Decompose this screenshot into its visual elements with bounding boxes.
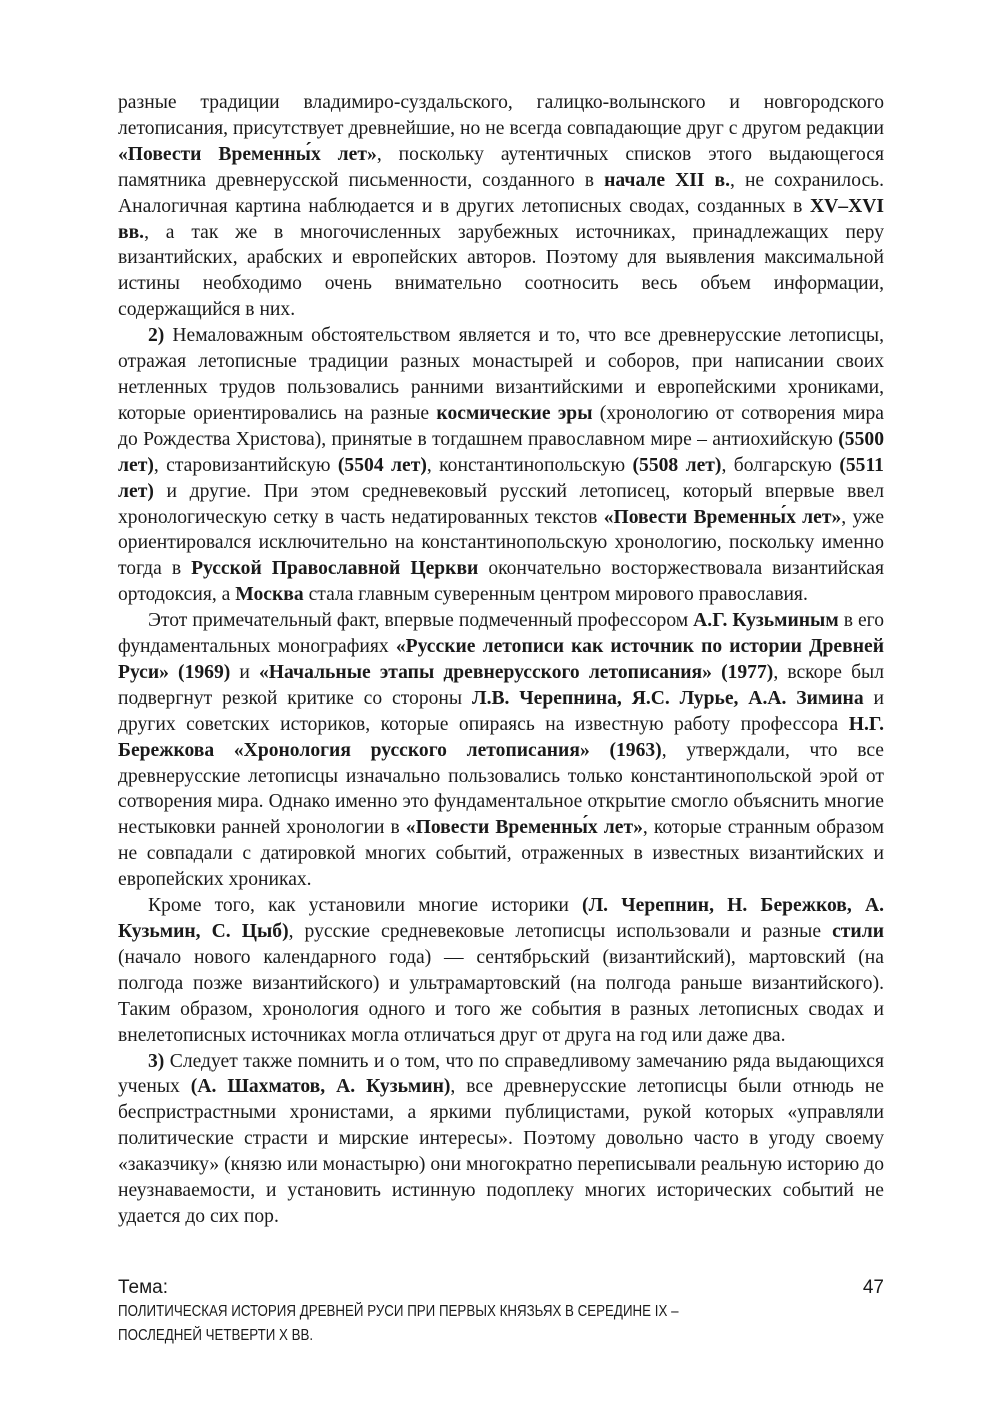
footer-topic-line-2: ПОСЛЕДНЕЙ ЧЕТВЕРТИ X ВВ.: [118, 1327, 314, 1344]
text-run: , не сохранилось. Аналогичная картина наблюдается и в других летописных сводах, созданных в: [118, 169, 885, 217]
footer-topic-label: Тема:: [118, 1277, 169, 1298]
text-run: и других советских историков, которые опираясь на известную работу профессора: [118, 687, 884, 735]
bold-text-run: 2): [148, 325, 165, 347]
text-run: (хронологию от сотворения мира до Рождества Христова), принятые в тогдашнем православном мире – антиохийскую: [118, 402, 885, 450]
bold-text-run: Москва: [235, 584, 304, 606]
bold-text-run: Л.В. Черепнина, Я.С. Лурье, А.А. Зимина: [471, 687, 864, 709]
bold-text-run: начале XII в.: [604, 169, 731, 191]
bold-text-run: (5504 лет): [337, 454, 427, 476]
page-body: [118, 90, 884, 1230]
bold-text-run: «Начальные этапы древнерусского летописания» (1977): [259, 661, 774, 683]
text-run: и другие. При этом средневековый русский летописец, который впервые ввел хронологическую сетку в часть недатированных текстов: [118, 480, 884, 528]
bold-text-run: (Л. Черепнин, Н. Бережков, А. Кузьмин, С. Цыб): [118, 895, 884, 942]
text-run: разные традиции владимиро-суздальского, галицко-волынского и новгородского летописания, присутствует древнейшие, но не всегда совпадающие друг с другом редакции: [118, 92, 884, 139]
page-footer: [118, 1276, 884, 1348]
text-run: Кроме того, как установили многие историки: [148, 895, 583, 917]
bold-text-run: «Повести Временны́х лет»: [603, 506, 842, 528]
footer-topic-line-1: ПОЛИТИЧЕСКАЯ ИСТОРИЯ ДРЕВНЕЙ РУСИ ПРИ ПЕРВЫХ КНЯЗЬЯХ В СЕРЕДИНЕ IX –: [118, 1303, 679, 1320]
paragraph-2: [118, 323, 884, 608]
bold-text-run: 3): [148, 1050, 165, 1072]
text-run: , константинопольскую: [426, 454, 633, 476]
text-run: , уже ориентировался исключительно на константинопольскую хронологию, поскольку именно тогда в: [118, 506, 885, 580]
bold-text-run: (А. Шахматов, А. Кузьмин): [190, 1076, 451, 1098]
text-run: , которые странным образом не совпадали с датировкой многих событий, отраженных в известных византийских и европейских хрониках.: [118, 817, 884, 891]
paragraph-3: [118, 608, 884, 893]
bold-text-run: (5500 лет): [118, 428, 884, 476]
text-run: Этот примечательный факт, впервые подмеченный профессором: [148, 610, 694, 632]
bold-text-run: Н.Г. Бережкова «Хронология русского летописания» (1963): [118, 713, 884, 761]
text-run: , русские средневековые летописцы использовали и разные: [288, 921, 833, 942]
bold-text-run: стили: [832, 921, 884, 942]
bold-text-run: (5511 лет): [118, 454, 884, 502]
text-run: стала главным суверенным центром мирового православия.: [303, 584, 808, 606]
text-run: , все древнерусские летописцы были отнюдь не беспристрастными хронистами, а яркими публицистами, рукой которых «управляли политические страсти и мирские интересы». Поэтому довольно часто в угоду своему «заказчику» (князю или монастырю) они многократно переписывали реальную историю до неузнаваемости, и установить истинную подоплеку многих исторических событий не удается до сих пор.: [118, 1076, 884, 1227]
paragraph-5: [118, 1049, 884, 1230]
text-run: окончательно восторжествовала византийская ортодоксия, а: [118, 558, 884, 606]
text-run: Следует также помнить и о том, что по справедливому замечанию ряда выдающихся ученых: [118, 1050, 884, 1098]
bold-text-run: (5508 лет): [632, 454, 722, 476]
text-run: , старовизантийскую: [153, 454, 338, 476]
text-run: , болгарскую: [721, 454, 840, 476]
text-run: , а так же в многочисленных зарубежных источниках, принадлежащих перу византийских, арабских и европейских авторов. Поэтому для выявления максимальной истины необходимо очень внимательно соотносить весь объем информации, содержащийся в них.: [118, 221, 884, 321]
text-run: в его фундаментальных монографиях: [118, 610, 885, 658]
bold-text-run: космические эры: [436, 402, 593, 424]
bold-text-run: Русской Православной Церкви: [191, 558, 479, 580]
bold-text-run: А.Г. Кузьминым: [693, 610, 839, 632]
document-text: [118, 90, 884, 1230]
page-number: 47: [862, 1277, 884, 1298]
text-run: Немаловажным обстоятельством является и то, что все древнерусские летописцы, отражая летописные традиции разных монастырей и соборов, при написании своих нетленных трудов пользовались ранними византийскими и европейскими хрониками, которые ориентировались на разные: [118, 325, 884, 424]
text-run: , утверждали, что все древнерусские летописцы изначально пользовались только константинопольской эрой от сотворения мира. Однако именно это фундаментальное открытие смогло объяснить многие нестыковки ранней хронологии в: [118, 739, 884, 839]
bold-text-run: «Повести Временны́х лет»: [405, 817, 643, 839]
text-run: (начало нового календарного года) — сентябрьский (византийский), мартовский (на полгода позже византийского) и ультрамартовский (на полгода раньше византийского). Таким образом, хронология одного и того же события в разных летописных сводах и внелетописных источниках могла отличаться друг от друга на год или даже два.: [118, 946, 884, 1046]
text-run: и: [230, 661, 259, 683]
text-run: , вскоре был подвергнут резкой критике со стороны: [118, 661, 884, 709]
bold-text-run: «Повести Временны́х лет»: [118, 143, 377, 165]
paragraph-1: [118, 90, 884, 323]
bold-text-run: XV–XVI вв.: [118, 195, 884, 243]
text-run: , поскольку аутентичных списков этого выдающегося памятника древнерусской письменности, созданного в: [118, 143, 885, 191]
paragraph-4: [118, 893, 884, 1048]
bold-text-run: «Русские летописи как источник по истории Древней Руси» (1969): [118, 636, 884, 683]
